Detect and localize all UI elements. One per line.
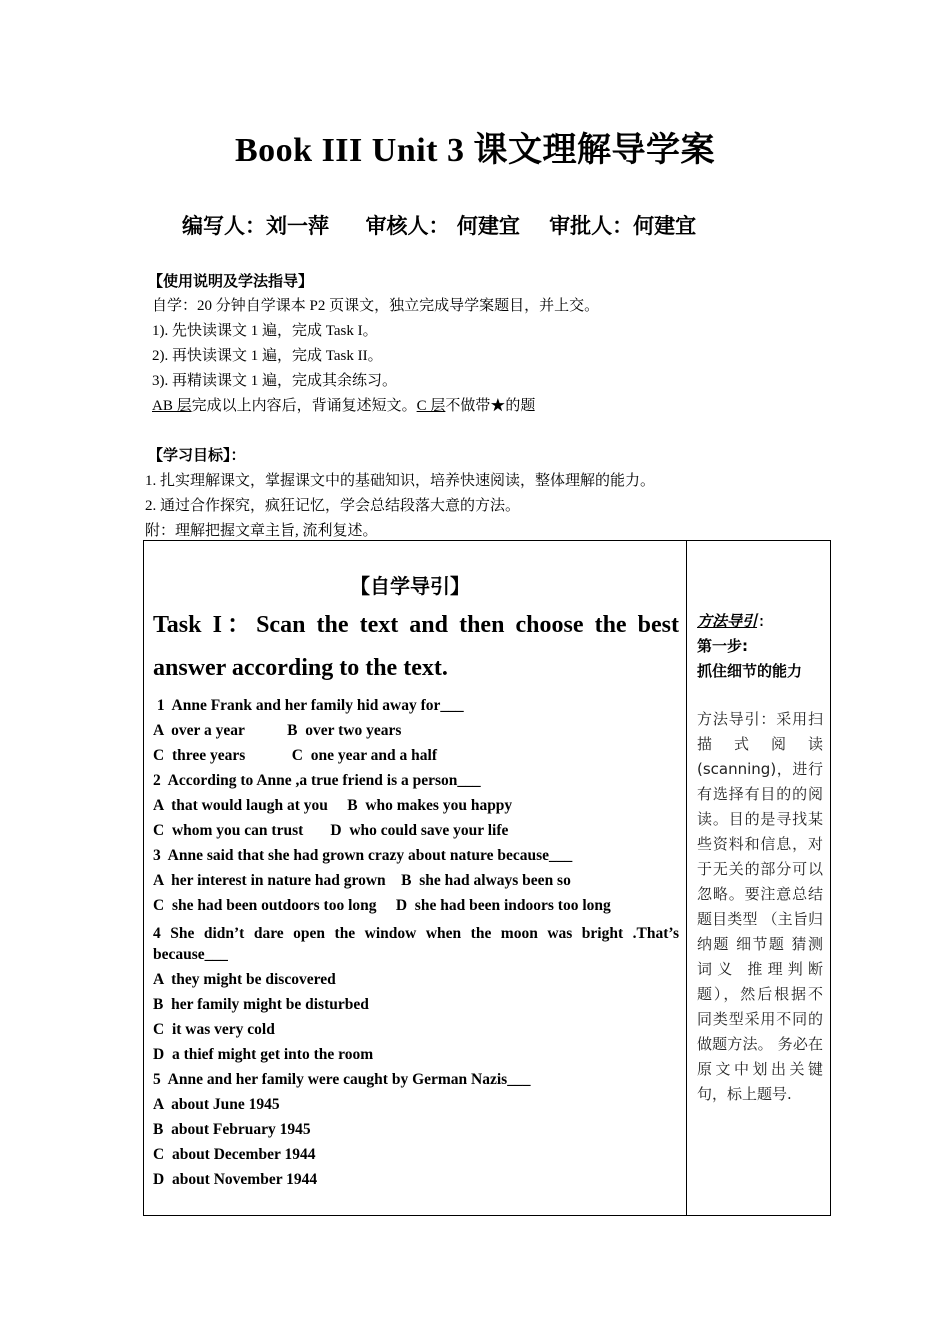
question-line: D about November 1944	[153, 1171, 318, 1188]
table-column-divider	[686, 540, 687, 1216]
step-label: 第一步:	[697, 637, 748, 655]
method-guide-label: 方法导引	[697, 612, 758, 630]
layer-c-label: C 层	[416, 398, 446, 414]
instruction-line: 2). 再快读课文 1 遍，完成 Task II。	[152, 348, 383, 364]
question-4-line1: 4 She didn’t dare open the window when the moon was bright .That’s	[153, 925, 679, 942]
layer-ab-label: AB 层	[152, 398, 192, 414]
question-line: A her interest in nature had grown B she had always been so	[153, 872, 571, 889]
question-line: D a thief might get into the room	[153, 1046, 374, 1063]
question-line: A they might be discovered	[153, 971, 336, 988]
authors-line: 编写人：刘一萍 审核人： 何建宜 审批人：何建宜	[182, 214, 697, 238]
instructions-heading: 【使用说明及学法指导】	[148, 272, 314, 290]
question-line: 5 Anne and her family were caught by German Nazis___	[153, 1071, 531, 1088]
question-line: B her family might be disturbed	[153, 996, 369, 1013]
task-title-line1: Task I：Scan the text and then choose the best	[153, 612, 679, 638]
instruction-line: 3). 再精读课文 1 遍，完成其余练习。	[152, 373, 397, 389]
question-line: 3 Anne said that she had grown crazy about nature because___	[153, 847, 573, 864]
question-line: A over a year B over two years	[153, 722, 402, 739]
question-line: C it was very cold	[153, 1021, 275, 1038]
question-line: B about February 1945	[153, 1121, 311, 1138]
method-guide-colon: :	[757, 612, 767, 630]
objective-line: 2. 通过合作探究，疯狂记忆，学会总结段落大意的方法。	[145, 498, 521, 514]
question-line: C she had been outdoors too long D she had been indoors too long	[153, 897, 611, 914]
task-title-line2: answer according to the text.	[153, 655, 448, 681]
question-line: C three years C one year and a half	[153, 747, 438, 764]
page-title: Book III Unit 3 课文理解导学案	[234, 132, 715, 169]
question-line: A about June 1945	[153, 1096, 280, 1113]
method-guide-label-row	[697, 610, 823, 631]
self-study-heading: 【自学导引】	[350, 574, 470, 598]
question-line: 1 Anne Frank and her family hid away for___	[153, 697, 464, 714]
objective-line: 附：理解把握文章主旨, 流利复述。	[145, 523, 378, 539]
layer-instruction-line	[152, 394, 535, 415]
method-guide-text: 方法导引：采用扫描式阅读(scanning)，进行有选择有目的的阅读。目的是寻找某些资料和信息，对于无关的部分可以忽略。要注意总结题目类型 （主旨归纳题 细节题 猜测词义 推理判断题），然后根据不同类型采用不同的做题方法。 务必在原文中划出关键句，标上题号.	[697, 710, 823, 1103]
question-line: C whom you can trust D who could save your life	[153, 822, 509, 839]
question-line: 2 According to Anne ,a true friend is a person___	[153, 772, 481, 789]
instruction-line: 1). 先快读课文 1 遍，完成 Task I。	[152, 323, 378, 339]
skill-label: 抓住细节的能力	[697, 662, 803, 680]
instruction-line: 自学：20 分钟自学课本 P2 页课文，独立完成导学案题目，并上交。	[152, 298, 600, 314]
question-4-line2: because___	[153, 946, 228, 963]
layer-ab-text: 完成以上内容后，背诵复述短文。	[191, 398, 417, 414]
question-line: C about December 1944	[153, 1146, 316, 1163]
objective-line: 1. 扎实理解课文，掌握课文中的基础知识，培养快速阅读，整体理解的能力。	[145, 473, 656, 489]
question-line: A that would laugh at you B who makes you happy	[153, 797, 513, 814]
objectives-heading: 【学习目标】：	[148, 446, 246, 464]
layer-c-text: 不做带★的题	[445, 398, 536, 414]
